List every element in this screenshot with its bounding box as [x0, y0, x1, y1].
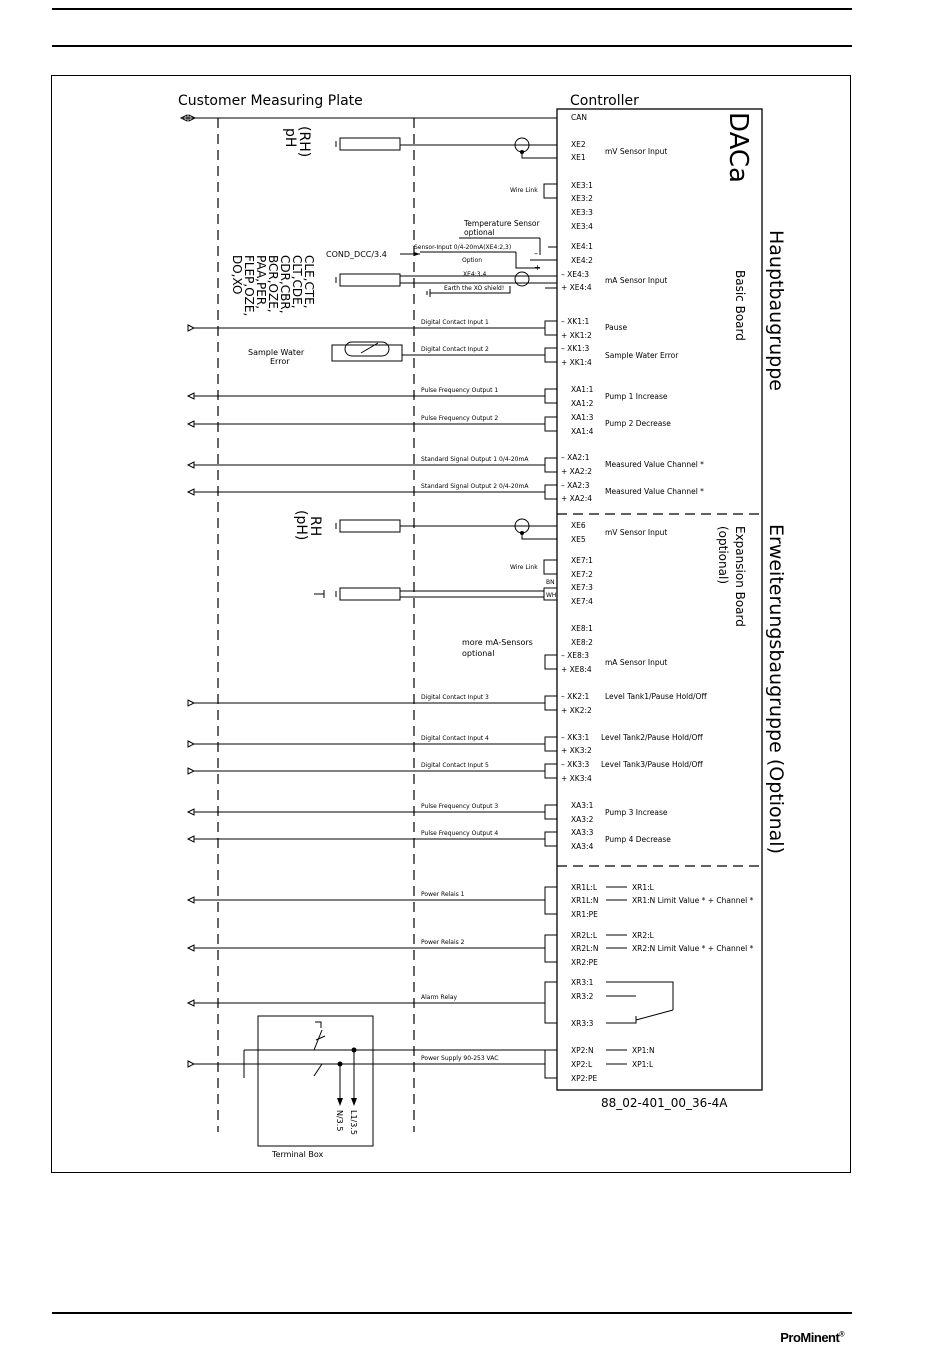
- sensor-list: [230, 255, 316, 316]
- section-expansion-label: Erweiterungsbaugruppe (Optional): [765, 524, 787, 854]
- dci3-label: Digital Contact Input 3: [421, 694, 489, 701]
- wire-link-label-1: Wire Link: [510, 187, 538, 194]
- coax-ref-wire-2: [522, 533, 557, 539]
- sso2-bracket: [545, 485, 557, 499]
- section-main-label: Hauptbaugruppe: [765, 230, 787, 391]
- terminal-label: + XK1:4: [561, 358, 592, 367]
- function-label: XR1:L: [632, 883, 654, 892]
- terminal-label: XE3:1: [571, 181, 593, 190]
- cond-arrow-icon: [414, 252, 420, 256]
- output-arrow-icon: [188, 1000, 194, 1006]
- coax-ref-wire: [522, 152, 557, 158]
- alarm-label: Alarm Relay: [421, 994, 458, 1001]
- terminal-label: XE7:4: [571, 597, 593, 606]
- xe43-label: XE4:3,4: [463, 271, 487, 278]
- terminal-label: – XE8:3: [561, 651, 590, 660]
- terminal-label: – XK2:1: [561, 692, 590, 701]
- terminal-label: – XK3:1: [561, 733, 590, 742]
- function-label: mV Sensor Input: [605, 528, 668, 537]
- more-sensors-label: more mA-Sensors: [462, 638, 533, 647]
- function-label: Pause: [605, 323, 628, 332]
- pr1-bracket: [545, 887, 557, 914]
- terminal-label: – XA2:3: [561, 481, 590, 490]
- function-label: Level Tank1/Pause Hold/Off: [605, 692, 707, 701]
- wh-label: WH: [546, 592, 557, 599]
- terminal-label: XP2:L: [571, 1060, 593, 1069]
- expansion-optional-label: (optional): [716, 526, 730, 584]
- terminal-label: XA3:4: [571, 842, 594, 851]
- input-arrow-icon: [188, 741, 194, 747]
- output-arrow-icon: [188, 945, 194, 951]
- sso1-label: Standard Signal Output 1 0/4-20mA: [421, 456, 529, 463]
- output-arrow-icon: [188, 393, 194, 399]
- sensor-list-line: CLE,CTE,: [302, 255, 316, 309]
- terminal-label: XE3:3: [571, 208, 593, 217]
- ma-shield-icon: [515, 272, 529, 286]
- terminal-label: XR1:PE: [571, 910, 598, 919]
- terminal-label: + XA2:4: [561, 494, 593, 503]
- sensor-list-line: FLEP,OZE,: [242, 255, 256, 317]
- l1-arrow-icon: [351, 1098, 357, 1106]
- n-node: [338, 1062, 343, 1067]
- terminal-label: CAN: [571, 113, 587, 122]
- terminal-label: – XA2:1: [561, 453, 590, 462]
- terminal-label: + XE4:4: [561, 283, 592, 292]
- terminal-label: XE8:2: [571, 638, 593, 647]
- terminal-label: – XK3:3: [561, 760, 590, 769]
- sensor-list-line: PAA,PER,: [254, 255, 268, 310]
- sensor-rh-label: (RH): [296, 126, 312, 158]
- terminal-label: XE3:4: [571, 222, 593, 231]
- function-label: XR2:L: [632, 931, 654, 940]
- n-arrow-icon: [337, 1098, 343, 1106]
- terminal-label: + XK3:4: [561, 774, 592, 783]
- more-sensors-optional: optional: [462, 649, 495, 658]
- pr2-bracket: [545, 935, 557, 962]
- terminal-label: XA1:1: [571, 385, 594, 394]
- terminal-label: XP2:N: [571, 1046, 594, 1055]
- terminal-label: – XK1:3: [561, 344, 590, 353]
- terminal-label: XP2:PE: [571, 1074, 598, 1083]
- pfo4-bracket: [545, 832, 557, 846]
- sample-water-switch-box: [332, 345, 402, 361]
- temp-probe-icon: [314, 590, 324, 598]
- coax-node-2: [520, 531, 524, 535]
- input-arrow-icon: [188, 325, 194, 331]
- pr1-label: Power Relais 1: [421, 891, 465, 898]
- wire-link-label-2: Wire Link: [510, 564, 538, 571]
- function-label: Pump 2 Decrease: [605, 419, 671, 428]
- terminal-label: + XK1:2: [561, 331, 592, 340]
- terminal-label: + XK3:2: [561, 746, 592, 755]
- terminal-label: – XK1:1: [561, 317, 590, 326]
- terminal-label: XE1: [571, 153, 586, 162]
- terminal-label: XR2L:N: [571, 944, 599, 953]
- basic-outputs: [188, 387, 557, 499]
- plus-sign: +: [534, 263, 541, 272]
- alarm-bracket: [545, 982, 557, 1023]
- function-labels: [601, 147, 754, 1069]
- expansion-inputs: [188, 694, 557, 846]
- dci5-label: Digital Contact Input 5: [421, 762, 489, 769]
- terminal-label: + XK2:2: [561, 706, 592, 715]
- function-label: Pump 3 Increase: [605, 808, 668, 817]
- cond-label: COND_DCC/3.4: [326, 250, 387, 259]
- sample-water-label: Sample Water: [248, 348, 305, 357]
- temp-probe-body: [340, 588, 400, 600]
- pfo2-label: Pulse Frequency Output 2: [421, 415, 499, 422]
- terminal-label: XA1:3: [571, 413, 594, 422]
- brand-reg: ®: [839, 1331, 844, 1339]
- terminal-label: XR3:3: [571, 1019, 594, 1028]
- sensor-ph2-label: (pH): [293, 510, 309, 541]
- alarm-contact-blade: [636, 1010, 673, 1020]
- function-label: XR2:N Limit Value * + Channel *: [632, 944, 754, 953]
- terminal-label: XE5: [571, 535, 586, 544]
- terminal-label: XA3:2: [571, 815, 594, 824]
- drawing-number: 88_02-401_00_36-4A: [601, 1096, 728, 1110]
- function-label: Pump 4 Decrease: [605, 835, 671, 844]
- terminal-label: XA1:4: [571, 427, 594, 436]
- sensor-list-line: CDR,CBR,: [278, 255, 292, 314]
- terminal-label: XE7:1: [571, 556, 593, 565]
- bn-label: BN: [546, 579, 555, 586]
- terminal-label: XR2:PE: [571, 958, 598, 967]
- input-arrow-icon: [188, 1061, 194, 1067]
- sensor-list-line: CLT,CDE,: [290, 255, 304, 309]
- main-switch-icon: [314, 1022, 325, 1076]
- terminal-label: + XE8:4: [561, 665, 592, 674]
- l1-node: [352, 1048, 357, 1053]
- earth-label: Earth the XO shield!: [444, 285, 505, 292]
- function-label: Sample Water Error: [605, 351, 679, 360]
- output-arrow-icon: [188, 462, 194, 468]
- minus-sign: –: [534, 249, 538, 258]
- terminal-label: XR1L:N: [571, 896, 599, 905]
- terminal-label: + XA2:2: [561, 467, 593, 476]
- sensor-list-line: DO,XO: [230, 255, 244, 295]
- dci2-bracket: [545, 348, 557, 362]
- pfo3-label: Pulse Frequency Output 3: [421, 803, 499, 810]
- dci1-bracket: [545, 321, 557, 335]
- input-arrow-icon: [188, 700, 194, 706]
- sensor-ph-label: pH: [282, 128, 298, 148]
- dci1-label: Digital Contact Input 1: [421, 319, 489, 326]
- terminal-label: – XE4:3: [561, 270, 590, 279]
- wire-link-1: [544, 184, 557, 198]
- function-label: mA Sensor Input: [605, 658, 668, 667]
- function-label: Level Tank2/Pause Hold/Off: [601, 733, 703, 742]
- function-label: XR1:N Limit Value * + Channel *: [632, 896, 754, 905]
- terminal-label: XE4:1: [571, 242, 593, 251]
- psu-label: Power Supply 90-253 VAC: [421, 1055, 499, 1062]
- expansion-board-label: Expansion Board: [733, 526, 747, 627]
- input-arrow-icon: [188, 768, 194, 774]
- function-label: XP1:N: [632, 1046, 655, 1055]
- pfo2-bracket: [545, 417, 557, 431]
- dci4-label: Digital Contact Input 4: [421, 735, 489, 742]
- terminal-label: XE8:1: [571, 624, 593, 633]
- terminal-label: XA3:1: [571, 801, 594, 810]
- terminal-label: XE6: [571, 521, 586, 530]
- l1-label: L1/3.5: [349, 1110, 358, 1135]
- bottom-rule: [52, 1312, 852, 1314]
- terminal-labels: [561, 113, 598, 1083]
- sso2-label: Standard Signal Output 2 0/4-20mA: [421, 483, 529, 490]
- function-label: Pump 1 Increase: [605, 392, 668, 401]
- basic-board-label: Basic Board: [733, 270, 747, 341]
- dci2-label: Digital Contact Input 2: [421, 346, 489, 353]
- pfo4-label: Pulse Frequency Output 4: [421, 830, 499, 837]
- terminal-label: XA1:2: [571, 399, 594, 408]
- terminal-label: XE3:2: [571, 194, 593, 203]
- output-arrow-icon: [188, 897, 194, 903]
- terminal-label: XR2L:L: [571, 931, 598, 940]
- terminal-label: XE7:2: [571, 570, 593, 579]
- terminal-label: XR3:2: [571, 992, 594, 1001]
- function-label: mV Sensor Input: [605, 147, 668, 156]
- sensor-input-label: Sensor-Input 0/4-20mA(XE4:2,3): [414, 244, 512, 251]
- controller-title: Controller: [570, 93, 639, 109]
- ph2-probe-icon: [340, 520, 400, 532]
- relay-section: [188, 887, 673, 1078]
- output-arrow-icon: [188, 421, 194, 427]
- earth-icon: [427, 289, 430, 297]
- temp-sensor-label: Temperature Sensor: [464, 219, 540, 228]
- brand-name: ProMinent: [780, 1330, 840, 1345]
- sso1-bracket: [545, 458, 557, 472]
- ph-probe-icon: [340, 138, 400, 150]
- wire-link-2: [544, 560, 557, 574]
- pfo1-bracket: [545, 389, 557, 403]
- dci3-bracket: [545, 696, 557, 710]
- terminal-label: XA3:3: [571, 828, 594, 837]
- device-name: DACa: [723, 112, 753, 183]
- pr2-label: Power Relais 2: [421, 939, 465, 946]
- n-label: N/3.5: [335, 1110, 344, 1132]
- xe8-bracket: [545, 655, 557, 669]
- sensor-list-line: BCR,OZE,: [266, 255, 280, 313]
- prominent-logo: [780, 1330, 844, 1345]
- function-label: XP1:L: [632, 1060, 654, 1069]
- sensor-rh2-label: RH: [307, 516, 323, 537]
- output-arrow-icon: [188, 489, 194, 495]
- function-label: Measured Value Channel *: [605, 487, 704, 496]
- pfo3-bracket: [545, 805, 557, 819]
- terminal-label: XE2: [571, 140, 586, 149]
- sample-water-error-label: Error: [270, 357, 290, 366]
- terminal-label: XE4:2: [571, 256, 593, 265]
- terminal-label: XE7:3: [571, 583, 593, 592]
- terminal-label: XR1L:L: [571, 883, 598, 892]
- coax-node: [520, 150, 524, 154]
- alarm-contact-no: [606, 1016, 636, 1023]
- function-label: mA Sensor Input: [605, 276, 668, 285]
- terminal-label: XR3:1: [571, 978, 594, 987]
- psu-bracket: [545, 1050, 557, 1078]
- output-arrow-icon: [188, 836, 194, 842]
- option-label: Option: [462, 257, 483, 264]
- dci5-bracket: [545, 764, 557, 778]
- ma-probe-icon: [340, 274, 400, 286]
- output-arrow-icon: [188, 809, 194, 815]
- function-label: Measured Value Channel *: [605, 460, 704, 469]
- temp-optional-label: optional: [464, 228, 495, 237]
- function-label: Level Tank3/Pause Hold/Off: [601, 760, 703, 769]
- dci4-bracket: [545, 737, 557, 751]
- terminal-box-label: Terminal Box: [272, 1150, 324, 1159]
- customer-plate-title: Customer Measuring Plate: [178, 93, 363, 109]
- pfo1-label: Pulse Frequency Output 1: [421, 387, 499, 394]
